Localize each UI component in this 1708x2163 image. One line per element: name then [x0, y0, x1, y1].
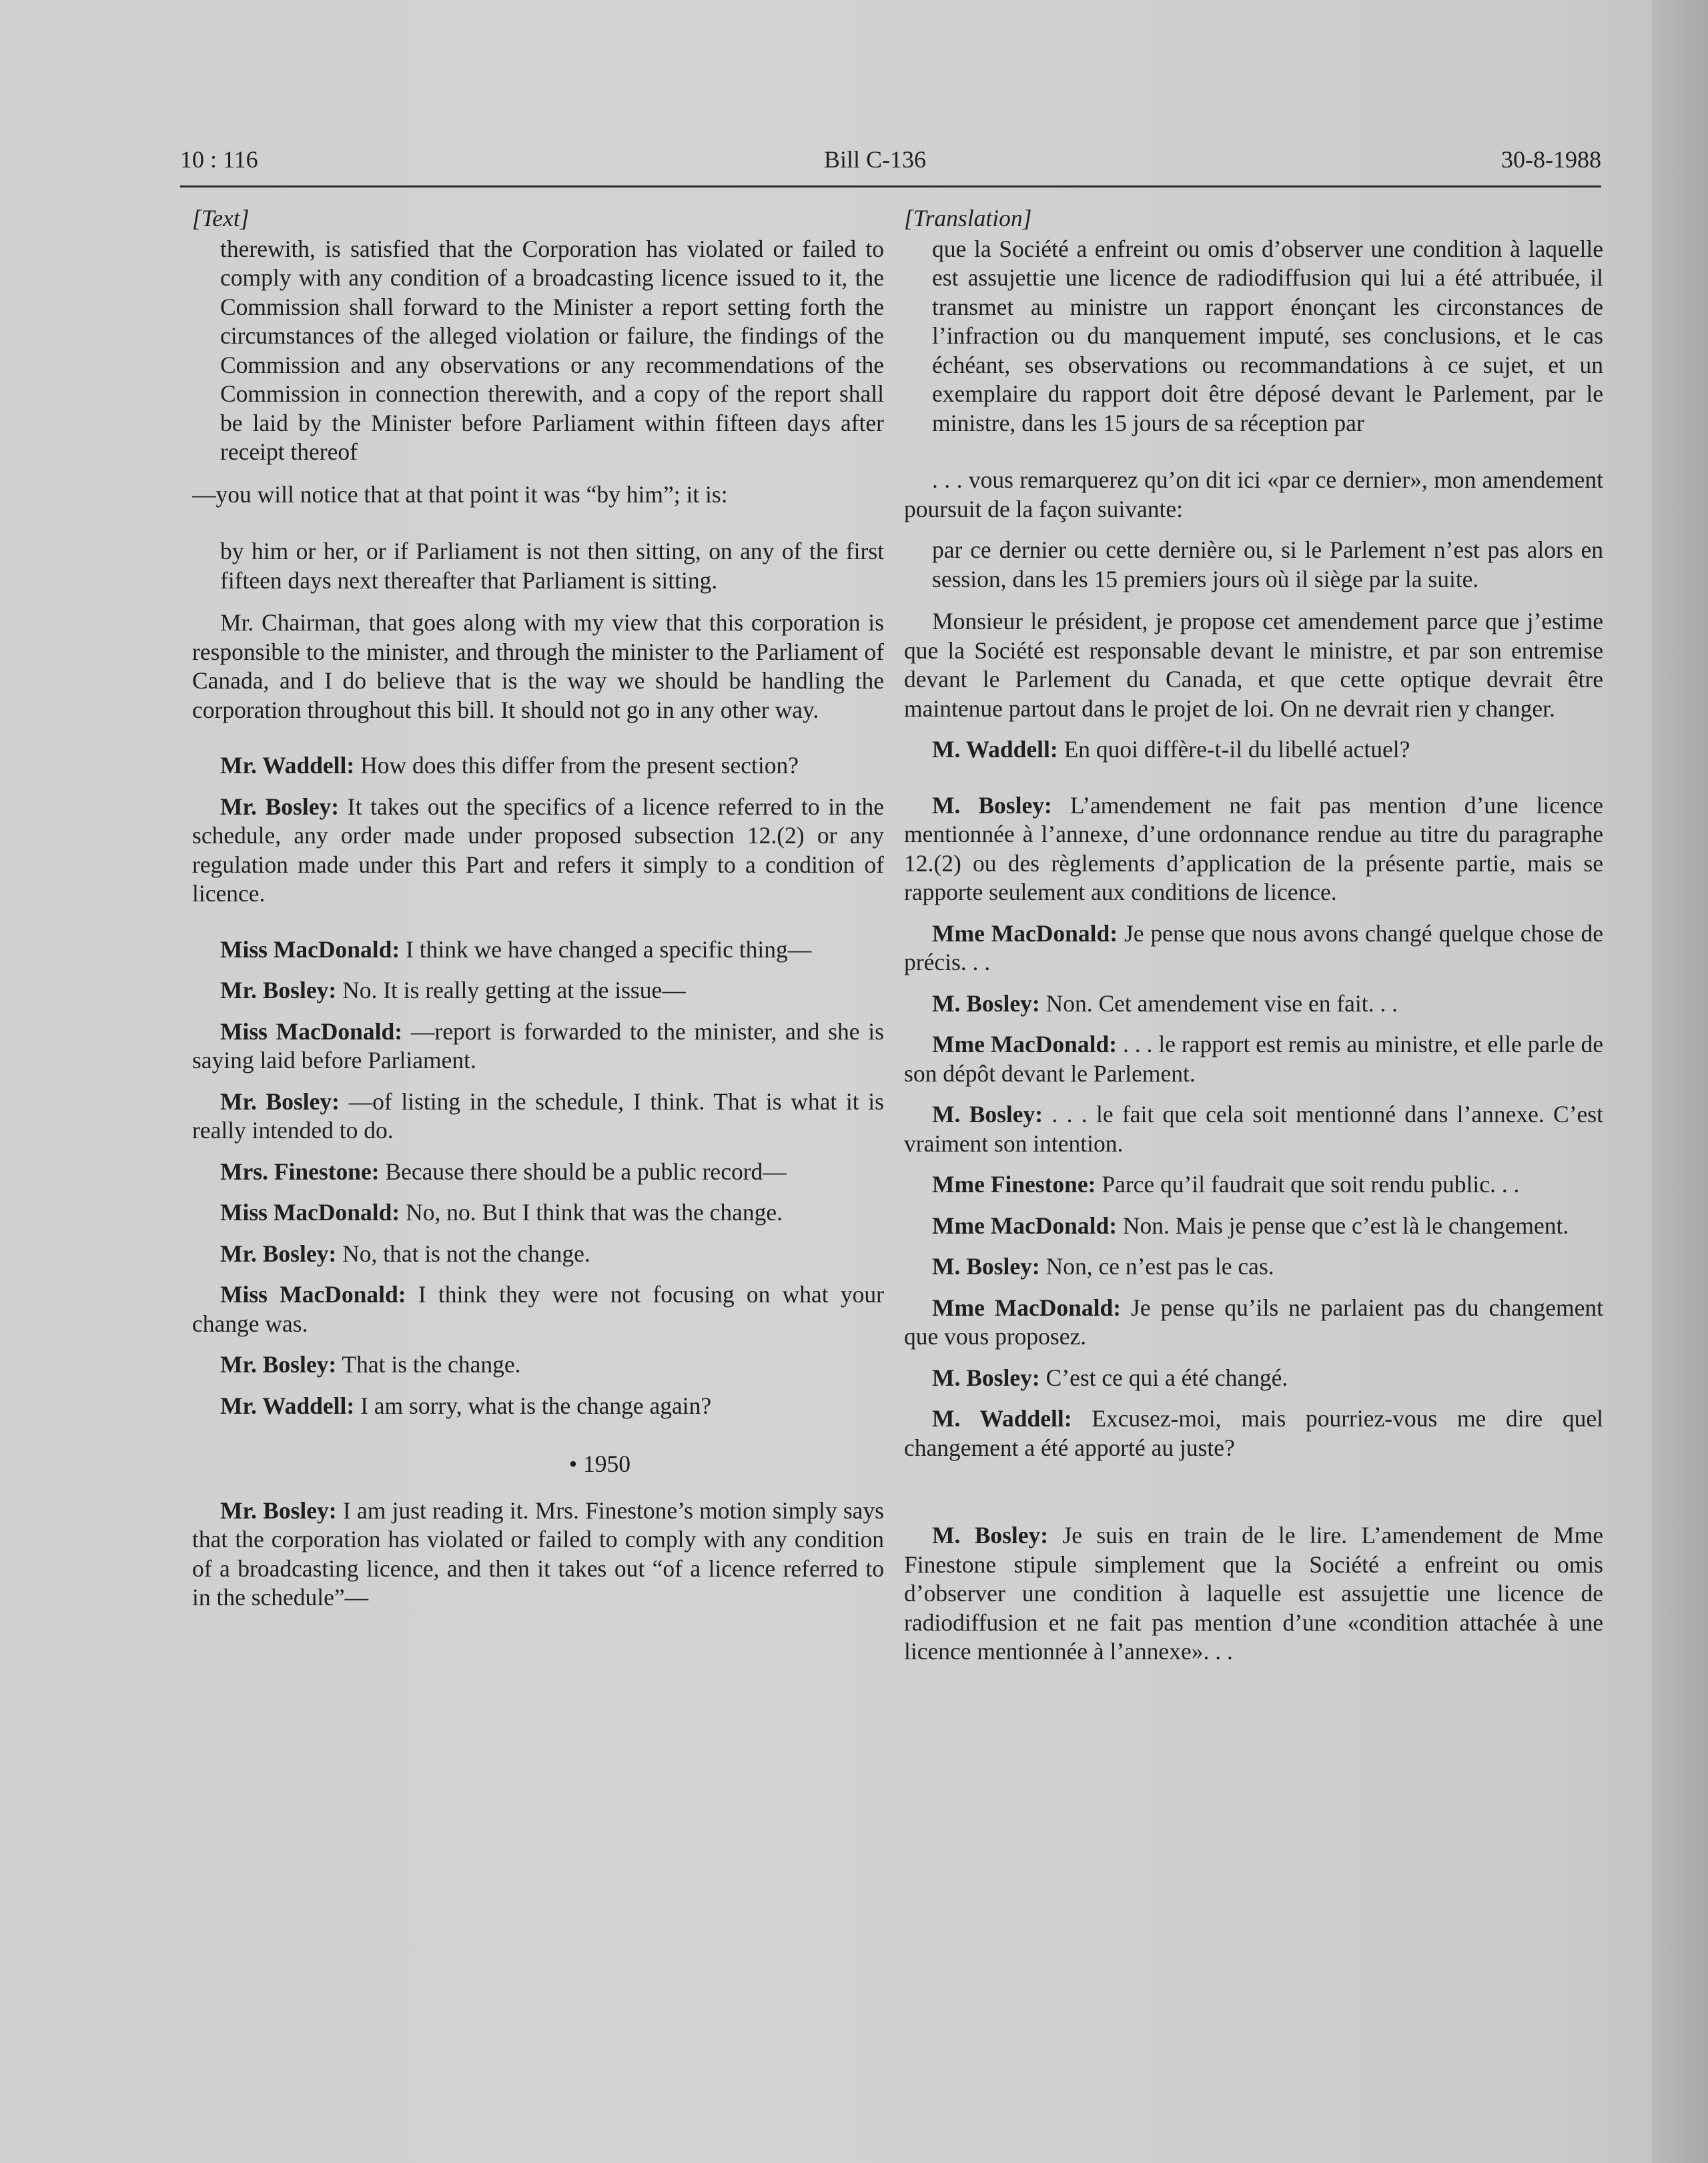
french-column — [904, 204, 1603, 1679]
exchange: M. Bosley: Non. Cet amendement vise en fait. . . — [932, 989, 1398, 1017]
time-marker: • 1950 — [568, 1450, 630, 1477]
exchange: Mr. Bosley: No. It is really getting at the issue— — [220, 977, 686, 1003]
exchange: Mme MacDonald: Je pense qu’ils ne parlaient pas du changement que vous proposez. — [904, 1294, 1603, 1350]
translation-tag: [Translation] — [904, 205, 1032, 232]
exchange: Mme MacDonald: Je pense que nous avons changé quelque chose de précis. . . — [904, 919, 1603, 975]
exchange: Mrs. Finestone: Because there should be a public record— — [220, 1158, 787, 1185]
exchange: M. Bosley: Je suis en train de le lire. L’amendement de Mme Finestone stipule simplement que la Société a enfreint ou omis d’observer une condition à laquelle est assujettie une licence de radiodiffusion et ne fait pas mention d’une «condition attachée à une licence mentionnée à l’annexe». . . — [904, 1522, 1603, 1665]
exchange: Mr. Waddell: How does this differ from the present section? — [220, 752, 799, 779]
remark-line: . . . vous remarquerez qu’on dit ici «par ce dernier», mon amendement poursuit de la façon suivante: — [904, 466, 1603, 522]
header-rule — [180, 185, 1601, 187]
exchange: M. Bosley: . . . le fait que cela soit mentionné dans l’annexe. C’est vraiment son intention. — [904, 1101, 1603, 1157]
header-date: 30-8-1988 — [1501, 146, 1601, 173]
exchange: M. Bosley: L’amendement ne fait pas mention d’une licence mentionnée à l’annexe, d’une ordonnance rendue au titre du paragraphe 12.(2) ou des règlements d’application de la présente partie, mais se rapporte seulement aux conditions de licence. — [904, 791, 1603, 905]
running-header — [180, 145, 1601, 185]
exchange: Mr. Waddell: I am sorry, what is the change again? — [220, 1392, 712, 1419]
exchange: Mr. Bosley: It takes out the specifics of a licence referred to in the schedule, any order made under proposed subsection 12.(2) or any regulation made under this Part and refers it simply to a condition of licence. — [192, 793, 884, 907]
quoted-amendment: par ce dernier ou cette dernière ou, si le Parlement n’est pas alors en session, dans les 15 premiers jours où il siège par la suite. — [932, 536, 1603, 592]
bill-title: Bill C-136 — [824, 146, 927, 173]
quoted-clause: therewith, is satisfied that the Corporation has violated or failed to comply with any condition of a broadcasting licence issued to it, the Commission shall forward to the Minister a report setting forth the circumstances of the alleged violation or failure, the findings of the Commission and any observations or any recommendations of the Commission in connection therewith, and a copy of the report shall be laid by the Minister before Parliament within fifteen days after receipt thereof — [220, 235, 884, 465]
facing-page-edge — [1652, 0, 1708, 2163]
quoted-amendment: by him or her, or if Parliament is not then sitting, on any of the first fifteen days next thereafter that Parliament is sitting. — [220, 538, 884, 594]
exchange: M. Waddell: En quoi diffère-t-il du libellé actuel? — [932, 736, 1410, 763]
paragraph: Monsieur le président, je propose cet amendement parce que j’estime que la Société est responsable devant le ministre, et par son entremise devant le Parlement du Canada, et que cette optique devrait être maintenue partout dans le projet de loi. On ne devrait rien y changer. — [904, 608, 1603, 722]
page-number: 10 : 116 — [180, 146, 258, 173]
exchange: Miss MacDonald: I think they were not focusing on what your change was. — [192, 1281, 885, 1337]
remark-line: —you will notice that at that point it was “by him”; it is: — [192, 480, 728, 508]
exchange: M. Bosley: Non, ce n’est pas le cas. — [932, 1253, 1274, 1280]
paragraph: Mr. Chairman, that goes along with my view that this corporation is responsible to the minister, and through the minister to the Parliament of Canada, and I do believe that is the way we should be handling the corporation throughout this bill. It should not go in any other way. — [192, 609, 884, 723]
exchange: M. Waddell: Excusez-moi, mais pourriez-vous me dire quel changement a été apporté au juste? — [904, 1405, 1604, 1461]
text-tag: [Text] — [192, 205, 250, 232]
exchange: Miss MacDonald: —report is forwarded to the minister, and she is saying laid before Parliament. — [192, 1017, 884, 1073]
exchange: Miss MacDonald: I think we have changed a specific thing— — [220, 935, 812, 963]
exchange: Miss MacDonald: No, no. But I think that was the change. — [220, 1199, 783, 1226]
exchange: Mr. Bosley: —of listing in the schedule, I think. That is what it is really intended to do. — [192, 1088, 884, 1144]
exchange: Mme MacDonald: . . . le rapport est remis au ministre, et elle parle de son dépôt devant le Parlement. — [904, 1031, 1603, 1087]
exchange: Mr. Bosley: No, that is not the change. — [220, 1240, 590, 1267]
exchange: Mme MacDonald: Non. Mais je pense que c’est là le changement. — [932, 1212, 1569, 1239]
english-column — [192, 204, 884, 1625]
quoted-clause: que la Société a enfreint ou omis d’observer une condition à laquelle est assujettie une licence de radiodiffusion qui lui a été attribuée, il transmet au ministre un rapport énonçant les circonstances de l’infraction ou du manquement imputé, ses conclusions, et le cas échéant, ses observations ou recommandations à ce sujet, et un exemplaire du rapport doit être déposé devant le Parlement, par le ministre, dans les 15 jours de sa réception par — [932, 235, 1603, 436]
exchange: Mr. Bosley: I am just reading it. Mrs. Finestone’s motion simply says that the corporation has violated or failed to comply with any condition of a broadcasting licence, and then it takes out “of a licence referred to in the schedule”— — [192, 1496, 884, 1611]
exchange: M. Bosley: C’est ce qui a été changé. — [932, 1364, 1288, 1391]
exchange: Mme Finestone: Parce qu’il faudrait que soit rendu public. . . — [932, 1171, 1520, 1198]
exchange: Mr. Bosley: That is the change. — [220, 1351, 521, 1378]
